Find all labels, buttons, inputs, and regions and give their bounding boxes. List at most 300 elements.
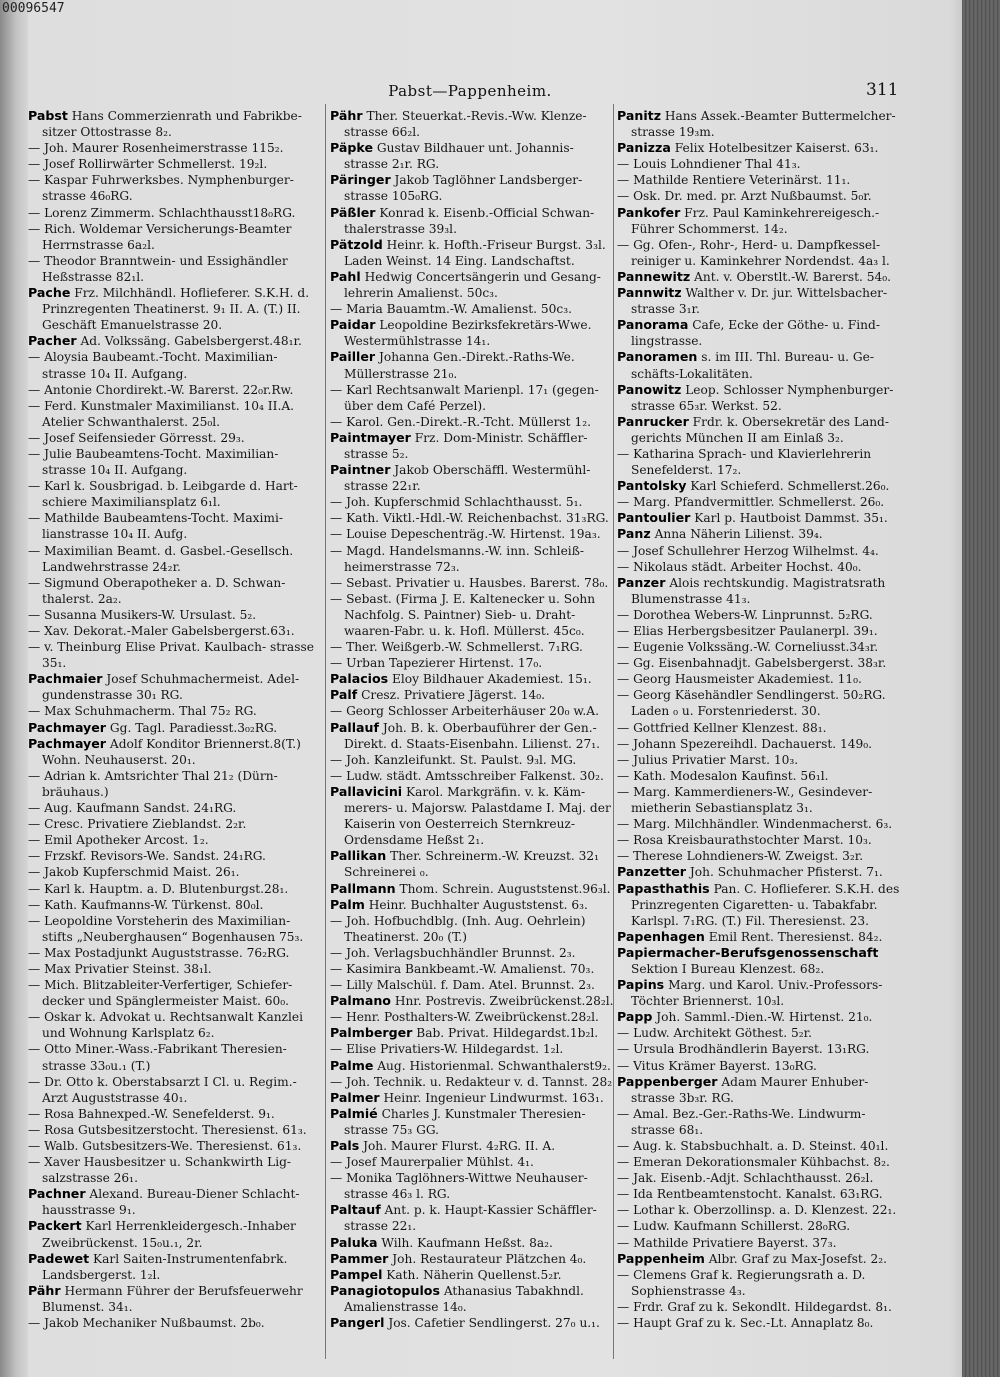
entry-text: Jakob Mechaniker Nußbaumst. 2b₀. [44, 1316, 265, 1331]
directory-entry [617, 848, 913, 864]
entry-surname: Paluka [330, 1234, 378, 1250]
entry-text: Emil Rent. Theresienst. 84₂. [708, 929, 883, 944]
directory-entry [330, 993, 616, 1009]
directory-entry [28, 398, 322, 430]
entry-text: Jos. Cafetier Sendlingerst. 27₀ u.₁. [388, 1316, 600, 1331]
entry-text: v. Theinburg Elise Privat. Kaulbach- strasse 35₁. [42, 640, 314, 671]
ditto-dash: — [28, 1042, 45, 1057]
directory-entry [617, 655, 913, 671]
directory-entry [617, 510, 913, 526]
directory-entry [330, 977, 616, 993]
entry-text: Theodor Branntwein- und Essighändler Heßstrasse 82₁l. [42, 253, 288, 284]
directory-entry [330, 1025, 616, 1041]
entry-surname: Pannewitz [617, 268, 691, 284]
entry-text: Cafe, Ecke der Göthe- u. Find- lingstrasse. [631, 318, 880, 349]
directory-entry [330, 848, 616, 880]
directory-entry [330, 301, 616, 317]
directory-entry [28, 333, 322, 349]
ditto-dash: — [28, 865, 45, 880]
entry-text: Maria Bauamtm.-W. Amalienst. 50c₃. [346, 302, 572, 317]
entry-text: Aug. Kaufmann Sandst. 24₁RG. [44, 801, 237, 816]
entry-text: Rosa Kreisbaurathstochter Marst. 10₃. [633, 833, 872, 848]
entry-surname: Pachmayer [28, 735, 107, 751]
ditto-dash: — [617, 1155, 634, 1170]
entry-text: Marg. Milchhändler. Windenmacherst. 6₃. [633, 817, 893, 832]
entry-text: Emeran Dekorationsmaler Kühbachst. 8₂. [633, 1155, 890, 1170]
directory-entry [617, 881, 913, 929]
directory-column-1 [28, 108, 322, 1363]
directory-entry [617, 285, 913, 317]
entry-text: Hans Assek.-Beamter Buttermelcher- strasse 19₃m. [631, 109, 896, 140]
entry-text: Katharina Sprach- und Klavierlehrerin Senefelderst. 17₂. [631, 446, 872, 478]
entry-text: Rosa Gutsbesitzerstocht. Theresienst. 61₃. [44, 1122, 307, 1137]
ditto-dash: — [617, 1106, 634, 1121]
directory-entry [617, 559, 913, 575]
entry-surname: Pähr [330, 108, 363, 123]
directory-entry [330, 655, 616, 671]
entry-text: Xav. Dekorat.-Maler Gabelsbergerst.63₁. [44, 624, 295, 638]
directory-entry [330, 1267, 616, 1283]
ditto-dash: — [617, 1026, 634, 1041]
ditto-dash: — [617, 640, 634, 655]
directory-entry [28, 510, 322, 542]
ditto-dash: — [330, 495, 347, 510]
directory-entry [330, 1315, 616, 1331]
directory-entry [617, 768, 913, 784]
entry-text: Gottfried Kellner Klenzest. 88₁. [633, 720, 827, 735]
directory-entry [28, 897, 322, 913]
directory-entry [330, 575, 616, 591]
ditto-dash: — [617, 157, 634, 172]
directory-entry [617, 1041, 913, 1057]
directory-entry [330, 639, 616, 655]
directory-entry [617, 205, 913, 237]
entry-text: Kath. Kaufmanns-W. Türkenst. 80₀l. [44, 897, 264, 912]
directory-entry [28, 913, 322, 945]
entry-text: Marg. Pfandvermittler. Schmellerst. 26₀. [633, 495, 885, 510]
page-binding-shadow [0, 0, 28, 1377]
ditto-dash: — [617, 833, 634, 848]
entry-text: Joh. Restaurateur Plätzchen 4₀. [392, 1251, 587, 1266]
directory-entry [330, 510, 616, 526]
directory-entry [617, 945, 913, 977]
entry-text: Sektion I Bureau Klenzest. 68₂. [631, 961, 825, 976]
directory-entry [28, 1106, 322, 1122]
scan-id: 00096547 [2, 1, 65, 16]
directory-entry [330, 382, 616, 414]
ditto-dash: — [617, 1139, 634, 1153]
entry-text: Gg. Eisenbahnadjt. Gabelsbergerst. 38₃r. [633, 656, 887, 671]
directory-entry [617, 864, 913, 880]
entry-text: Ferd. Kunstmaler Maximilianst. 10₄ II.A. Atelier Schwanthalerst. 25₀l. [42, 398, 294, 429]
directory-entry [28, 671, 322, 703]
entry-surname: Pache [28, 285, 71, 301]
entry-surname: Pähr [28, 1282, 61, 1298]
ditto-dash: — [617, 189, 634, 204]
ditto-dash: — [28, 833, 45, 848]
entry-text: Georg Hausmeister Akademiest. 11₀. [633, 672, 862, 687]
entry-text: Maximilian Beamt. d. Gasbel.-Gesellsch. Landwehrstrasse 24₂r. [42, 543, 294, 574]
entry-text: Kath. Viktl.-Hdl.-W. Reichenbachst. 31₃RG. [346, 511, 609, 526]
entry-text: Oskar k. Advokat u. Rechtsanwalt Kanzlei und Wohnung Karlsplatz 6₂. [42, 1010, 303, 1041]
directory-entry [617, 317, 913, 349]
directory-entry [617, 156, 913, 172]
entry-text: Ther. Steuerkat.-Revis.-Ww. Klenze- strasse 66₂l. [344, 109, 587, 140]
entry-surname: Packert [28, 1218, 82, 1234]
entry-text: Antonie Chordirekt.-W. Barerst. 22₀r.Rw. [44, 382, 294, 397]
entry-surname: Päpke [330, 140, 373, 156]
ditto-dash: — [28, 768, 45, 783]
directory-entry [617, 446, 913, 478]
directory-entry [617, 526, 913, 542]
ditto-dash: — [617, 1187, 634, 1202]
entry-text: Josef Seifensieder Görresst. 29₃. [44, 430, 245, 445]
ditto-dash: — [330, 414, 347, 429]
entry-text: Ant. p. k. Haupt-Kassier Schäffler- strasse 22₁. [344, 1203, 597, 1234]
ditto-dash: — [28, 1316, 45, 1331]
entry-text: Cresc. Privatiere Zieblandst. 2₂r. [44, 817, 247, 832]
entry-text: Felix Hotelbesitzer Kaiserst. 63₁. [674, 141, 879, 156]
entry-text: Mathilde Rentiere Veterinärst. 11₁. [633, 173, 851, 188]
entry-text: Aug. Historienmal. Schwanthalerst9₂. [377, 1058, 611, 1073]
directory-entry [617, 1138, 913, 1154]
ditto-dash: — [330, 1042, 347, 1057]
entry-text: Osk. Dr. med. pr. Arzt Nußbaumst. 5₀r. [633, 189, 872, 204]
entry-text: Josef Schuhmachermeist. Adel- gundenstrasse 30₁ RG. [42, 672, 300, 703]
directory-entry [330, 768, 616, 784]
directory-entry [617, 1267, 913, 1299]
directory-entry [28, 945, 322, 961]
directory-entry [330, 430, 616, 462]
ditto-dash: — [28, 479, 45, 494]
directory-entry [330, 1154, 616, 1170]
entry-surname: Palf [330, 687, 358, 703]
entry-text: Kath. Modesalon Kaufinst. 56₁l. [633, 768, 829, 783]
directory-entry [617, 1058, 913, 1074]
directory-entry [28, 172, 322, 204]
entry-text: Max Postadjunkt Auguststrasse. 76₂RG. [44, 945, 290, 960]
entry-text: Gg. Tagl. Paradiesst.3₀₂RG. [109, 720, 278, 735]
directory-entry [330, 881, 616, 897]
entry-text: Anna Näherin Lilienst. 39₄. [654, 527, 823, 542]
entry-text: Elise Privatiers-W. Hildegardst. 1₂l. [346, 1042, 564, 1057]
entry-text: Joh. B. k. Oberbauführer der Gen.- Direkt. d. Staats-Eisenbahn. Lilienst. 27₁. [344, 720, 600, 751]
ditto-dash: — [617, 849, 634, 864]
entry-surname: Pacher [28, 333, 77, 349]
entry-surname: Pabst [28, 108, 68, 123]
directory-entry [330, 1235, 616, 1251]
entry-text: Amal. Bez.-Ger.-Raths-We. Lindwurm- strasse 68₁. [631, 1106, 866, 1137]
directory-column-3 [617, 108, 913, 1363]
entry-text: Lilly Malschül. f. Dam. Atel. Brunnst. 2₃. [346, 978, 595, 993]
entry-surname: Palm [330, 896, 365, 912]
entry-surname: Panagiotopulos [330, 1282, 440, 1298]
ditto-dash: — [330, 1010, 347, 1025]
entry-text: Leopoldine Bezirksfekretärs-Wwe. Westermühlstrasse 14₁. [344, 318, 592, 349]
directory-entry [617, 736, 913, 752]
directory-entry [330, 140, 616, 172]
entry-surname: Pampel [330, 1266, 383, 1282]
entry-text: Lorenz Zimmerm. Schlachthausst18₀RG. [44, 205, 296, 220]
entry-text: Mathilde Baubeamtens-Tocht. Maximi- lianstrasse 10₄ II. Aufg. [42, 511, 283, 542]
entry-surname: Pätzold [330, 236, 383, 252]
entry-text: Hans Commerzienrath und Fabrikbe- sitzer Ottostrasse 8₂. [42, 109, 302, 140]
entry-text: Monika Taglöhners-Wittwe Neuhauser- strasse 46₃ l. RG. [344, 1171, 588, 1202]
directory-entry [28, 1122, 322, 1138]
directory-entry [28, 961, 322, 977]
entry-surname: Panrucker [617, 413, 689, 429]
directory-entry [330, 913, 616, 945]
entry-text: Frzskf. Revisors-We. Sandst. 24₁RG. [44, 849, 266, 864]
entry-text: Thom. Schrein. Auguststenst.96₃l. [399, 881, 611, 896]
entry-text: Adolf Konditor Briennerst.8(T.) Wohn. Neuhauserst. 20₁. [42, 736, 301, 767]
entry-surname: Pallauf [330, 719, 379, 735]
ditto-dash: — [617, 1058, 634, 1073]
directory-entry [617, 140, 913, 156]
directory-entry [330, 1251, 616, 1267]
directory-entry [330, 526, 616, 542]
entry-text: Lothar k. Oberzollinsp. a. D. Klenzest. 22₁. [633, 1203, 897, 1218]
directory-entry [617, 543, 913, 559]
directory-entry [28, 1138, 322, 1154]
ditto-dash: — [330, 768, 347, 783]
entry-surname: Pannwitz [617, 285, 682, 301]
directory-entry [28, 140, 322, 156]
ditto-dash: — [617, 720, 634, 735]
entry-text: Josef Schullehrer Herzog Wilhelmst. 4₄. [633, 543, 879, 558]
ditto-dash: — [28, 1139, 45, 1153]
ditto-dash: — [330, 302, 347, 317]
directory-entry [28, 977, 322, 1009]
entry-text: Max Privatier Steinst. 38₁l. [44, 961, 212, 976]
ditto-dash: — [330, 961, 347, 976]
directory-entry [330, 961, 616, 977]
directory-entry [28, 156, 322, 172]
ditto-dash: — [617, 752, 634, 767]
entry-text: Jakob Taglöhner Landsberger- strasse 105₀RG. [344, 173, 583, 204]
entry-text: Dorothea Webers-W. Linprunnst. 5₂RG. [633, 607, 873, 622]
ditto-dash: — [28, 350, 45, 365]
directory-entry [28, 720, 322, 736]
ditto-dash: — [28, 253, 45, 268]
directory-entry [330, 784, 616, 848]
entry-text: Leopoldine Vorsteherin des Maximilian- stifts „Neuberghausen“ Bogenhausen 75₃. [42, 913, 304, 944]
entry-text: Alois rechtskundig. Magistratsrath Blumenstrasse 41₃. [631, 575, 886, 606]
directory-entry [617, 1170, 913, 1186]
entry-text: Karl p. Hautboist Dammst. 35₁. [694, 511, 888, 526]
entry-text: Urban Tapezierer Hirtenst. 17₀. [346, 656, 543, 671]
directory-entry [617, 1074, 913, 1106]
entry-text: Gg. Ofen-, Rohr-, Herd- u. Dampfkessel- reiniger u. Kaminkehrer Nordendst. 4a₃ l. [631, 237, 890, 268]
ditto-dash: — [28, 205, 45, 220]
ditto-dash: — [28, 640, 45, 655]
entry-surname: Palmano [330, 993, 391, 1009]
ditto-dash: — [28, 801, 45, 816]
directory-entry [330, 1202, 616, 1234]
directory-entry [28, 639, 322, 671]
ditto-dash: — [617, 672, 634, 687]
ditto-dash: — [330, 382, 347, 397]
directory-entry [617, 1202, 913, 1218]
entry-text: Josef Maurerpalier Mühlst. 4₁. [346, 1155, 534, 1170]
entry-text: Walther v. Dr. jur. Wittelsbacher- strasse 3₁r. [631, 286, 888, 317]
entry-surname: Papp [617, 1009, 653, 1025]
entry-text: Adam Maurer Enhuber- strasse 3b₃r. RG. [631, 1074, 869, 1105]
entry-text: Hedwig Concertsängerin und Gesang- lehrerin Amalienst. 50c₃. [344, 269, 601, 301]
entry-text: Karl Rechtsanwalt Marienpl. 17₁ (gegen- über dem Café Perzel). [344, 382, 599, 413]
entry-text: Magd. Handelsmanns.-W. inn. Schleiß- heimerstrasse 72₃. [344, 543, 584, 574]
entry-text: Xaver Hausbesitzer u. Schankwirth Lig- salzstrasse 26₁. [42, 1155, 292, 1186]
directory-entry [28, 1154, 322, 1186]
directory-entry [617, 1299, 913, 1315]
ditto-dash: — [330, 1155, 347, 1170]
entry-surname: Padewet [28, 1250, 90, 1266]
entry-surname: Papins [617, 977, 665, 993]
entry-text: Georg Schlosser Arbeiterhäuser 20₀ w.A. [346, 704, 599, 719]
entry-text: Joh. Schuhmacher Pfisterst. 7₁. [689, 865, 883, 880]
directory-entry [28, 1186, 322, 1218]
entry-text: Julie Baubeamtens-Tocht. Maximilian- strasse 10₄ II. Aufgang. [42, 446, 279, 478]
entry-text: Karl k. Hauptm. a. D. Blutenburgst.28₁. [44, 881, 289, 896]
directory-entry [330, 1106, 616, 1138]
entry-text: Cresz. Privatiere Jägerst. 14₀. [361, 688, 546, 703]
directory-entry [330, 945, 616, 961]
page-number: 311 [866, 80, 899, 100]
directory-entry [617, 671, 913, 687]
directory-entry [617, 639, 913, 655]
entry-surname: Palacios [330, 671, 389, 687]
directory-entry [617, 1025, 913, 1041]
ditto-dash: — [617, 1203, 634, 1218]
ditto-dash: — [330, 978, 347, 993]
ditto-dash: — [330, 543, 347, 558]
entry-text: Frz. Paul Kaminkehrereigesch.- Führer Schommerst. 14₂. [631, 205, 880, 236]
entry-text: Konrad k. Eisenb.-Official Schwan- thalerstrasse 39₃l. [344, 205, 595, 236]
entry-text: Mathilde Privatiere Bayerst. 37₃. [633, 1235, 837, 1250]
ditto-dash: — [28, 624, 45, 638]
entry-surname: Palme [330, 1057, 374, 1073]
directory-entry [617, 1251, 913, 1267]
entry-text: Louis Lohndiener Thal 41₃. [633, 157, 801, 172]
ditto-dash: — [28, 1074, 45, 1089]
ditto-dash: — [330, 656, 347, 671]
entry-text: Leop. Schlosser Nymphenburger- strasse 65₃r. Werkst. 52. [631, 382, 894, 413]
entry-surname: Pammer [330, 1250, 389, 1266]
directory-entry [28, 800, 322, 816]
entry-surname: Panorama [617, 317, 689, 333]
directory-entry [28, 816, 322, 832]
directory-entry [330, 317, 616, 349]
entry-text: Joh. Maurer Flurst. 4₂RG. II. A. [363, 1139, 556, 1153]
entry-surname: Palmer [330, 1089, 380, 1105]
book-page-edges [962, 0, 1000, 1377]
directory-entry [28, 607, 322, 623]
directory-entry [28, 881, 322, 897]
entry-text: Clemens Graf k. Regierungsrath a. D. Sophienstrasse 4₃. [631, 1267, 866, 1298]
entry-surname: Pankofer [617, 204, 681, 220]
directory-entry [617, 1218, 913, 1234]
directory-entry [28, 446, 322, 478]
directory-entry [28, 543, 322, 575]
entry-text: Gustav Bildhauer unt. Johannis- strasse 2₁r. RG. [344, 141, 574, 172]
directory-entry [617, 172, 913, 188]
entry-text: Alexand. Bureau-Diener Schlacht- hausstrasse 9₁. [42, 1187, 300, 1218]
directory-entry [28, 430, 322, 446]
directory-entry [28, 253, 322, 285]
directory-entry [617, 237, 913, 269]
entry-text: Jakob Oberschäffl. Westermühl- strasse 22₁r. [344, 463, 591, 494]
entry-text: Mich. Blitzableiter-Verfertiger, Schiefer- decker und Spänglermeister Maist. 60₀. [42, 978, 293, 1009]
entry-surname: Pantolsky [617, 478, 687, 494]
directory-entry [617, 1106, 913, 1138]
directory-entry [330, 897, 616, 913]
entry-text: Ther. Schreinerm.-W. Kreuzst. 32₁ Schreinerei ₀. [344, 849, 600, 880]
directory-entry [617, 1315, 913, 1331]
directory-entry [330, 108, 616, 140]
entry-text: Kaspar Fuhrwerksbes. Nymphenburger- strasse 46₀RG. [42, 173, 294, 204]
directory-entry [617, 816, 913, 832]
entry-surname: Päringer [330, 172, 391, 188]
entry-text: Johann Spezereihdl. Dachauerst. 149₀. [633, 736, 872, 751]
entry-surname: Pangerl [330, 1315, 385, 1331]
ditto-dash: — [28, 575, 45, 590]
entry-text: Vitus Krämer Bayerst. 13₀RG. [633, 1058, 817, 1073]
directory-entry [330, 462, 616, 494]
entry-surname: Pahl [330, 268, 361, 284]
ditto-dash: — [617, 1299, 634, 1314]
entry-text: Aug. k. Stabsbuchhalt. a. D. Steinst. 40₁l. [633, 1139, 889, 1153]
directory-entry [28, 832, 322, 848]
entry-surname: Pappenheim [617, 1250, 705, 1266]
entry-text: Karl Saiten-Instrumentenfabrk. Landsbergerst. 1₂l. [42, 1251, 288, 1282]
entry-text: Heinr. Buchhalter Auguststenst. 6₃. [368, 897, 588, 912]
entry-text: Karl k. Sousbrigad. b. Leibgarde d. Hart- schiere Maximiliansplatz 6₁l. [42, 479, 298, 510]
entry-surname: Panzetter [617, 864, 687, 880]
ditto-dash: — [330, 945, 347, 960]
directory-entry [330, 494, 616, 510]
entry-text: Jak. Eisenb.-Adjt. Schlachthausst. 26₂l. [633, 1171, 874, 1186]
ditto-dash: — [28, 221, 45, 236]
entry-text: Joh. Verlagsbuchhändler Brunnst. 2₃. [346, 945, 576, 960]
ditto-dash: — [330, 511, 347, 526]
entry-text: Joh. Samml.-Dien.-W. Hirtenst. 21₀. [656, 1010, 873, 1025]
entry-text: Walb. Gutsbesitzers-We. Theresienst. 61₃. [44, 1139, 302, 1153]
entry-surname: Panzer [617, 574, 666, 590]
directory-entry [617, 494, 913, 510]
entry-text: Joh. Kupferschmid Schlachthausst. 5₁. [346, 495, 583, 510]
directory-entry [617, 623, 913, 639]
ditto-dash: — [28, 1106, 45, 1121]
column-rule [325, 104, 326, 1359]
entry-text: Hermann Führer der Berufsfeuerwehr Blumenst. 34₁. [42, 1283, 303, 1314]
directory-entry [617, 1154, 913, 1170]
ditto-dash: — [28, 897, 45, 912]
entry-text: Pan. C. Hoflieferer. S.K.H. des Prinzregenten Cigaretten- u. Tabakfabr. Karlspl. 7₁RG. (T.) Fil. Theresienst. 23. [631, 881, 900, 928]
ditto-dash: — [330, 591, 347, 606]
directory-entry [330, 269, 616, 301]
directory-entry [330, 414, 616, 430]
entry-text: Henr. Posthalters-W. Zweibrückenst.28₂l. [346, 1010, 599, 1025]
directory-entry [330, 687, 616, 703]
ditto-dash: — [617, 1042, 634, 1057]
entry-surname: Paidar [330, 317, 376, 333]
entry-text: Frdr. Graf zu k. Sekondlt. Hildegardst. 8₁. [633, 1299, 892, 1314]
ditto-dash: — [330, 704, 347, 719]
directory-entry [330, 1090, 616, 1106]
ditto-dash: — [28, 978, 45, 993]
entry-text: Josef Rollirwärter Schmellerst. 19₂l. [44, 157, 268, 172]
ditto-dash: — [28, 1155, 45, 1170]
